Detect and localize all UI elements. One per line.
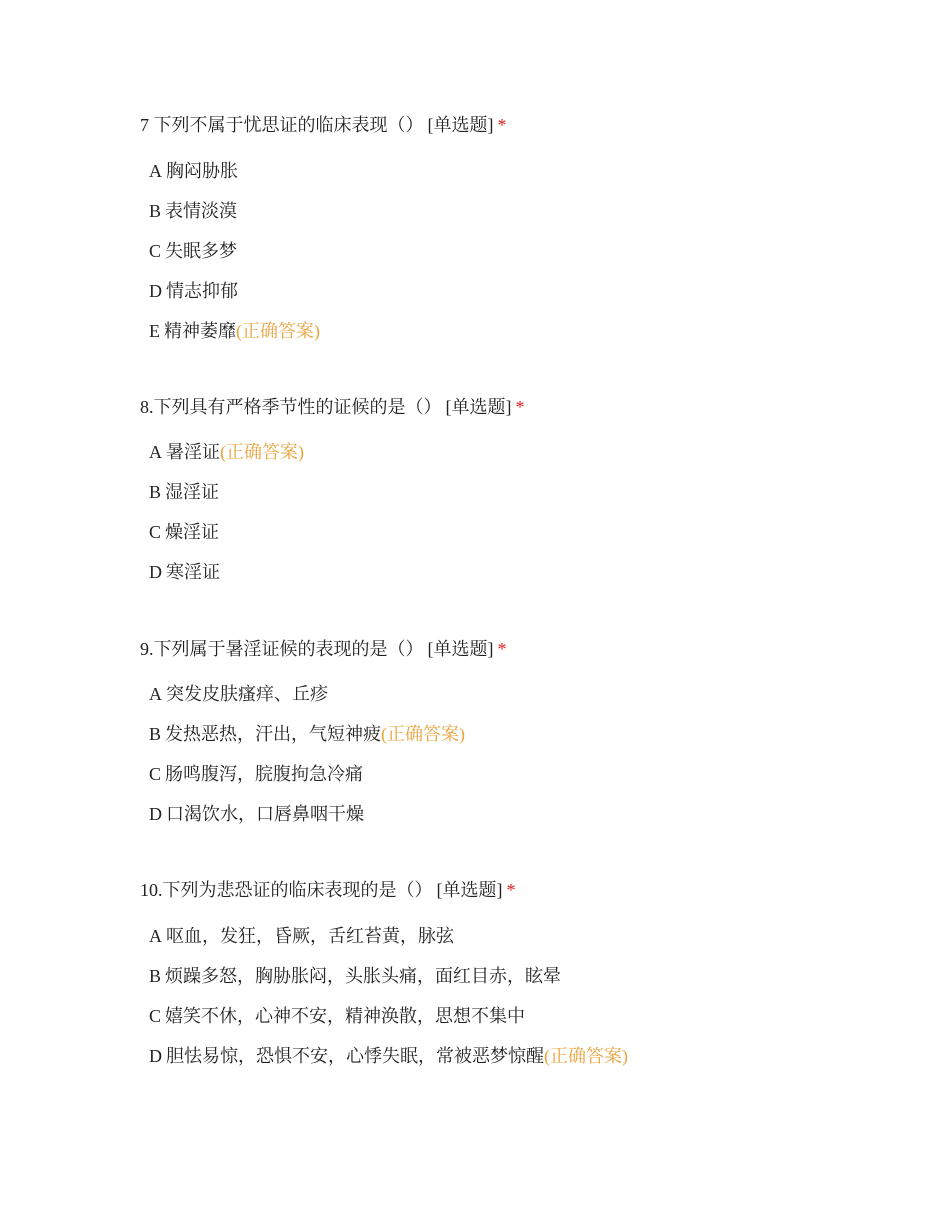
- question-text: 7 下列不属于忧思证的临床表现（）: [140, 115, 424, 135]
- correct-answer-tag: (正确答案): [220, 442, 304, 462]
- option-letter: A: [149, 161, 162, 181]
- option-text: 烦躁多怒，胸胁胀闷，头胀头痛，面红目赤，眩晕: [165, 966, 562, 986]
- option-letter: C: [149, 241, 162, 261]
- option-text: 精神萎靡: [164, 321, 236, 341]
- option-letter: B: [149, 201, 162, 221]
- question-7: [140, 113, 900, 343]
- option-c: [149, 1004, 900, 1028]
- question-title: [140, 113, 900, 137]
- option-letter: D: [149, 804, 162, 824]
- option-c: [149, 762, 900, 786]
- option-c: [149, 239, 900, 263]
- option-text: 寒淫证: [166, 562, 220, 582]
- option-b: [149, 722, 900, 746]
- option-text: 胸闷胁胀: [166, 161, 238, 181]
- option-letter: B: [149, 724, 162, 744]
- option-text: 嬉笑不休，心神不安，精神涣散，思想不集中: [165, 1006, 526, 1026]
- option-text: 情志抑郁: [166, 281, 238, 301]
- required-mark: *: [497, 639, 507, 659]
- option-text: 突发皮肤瘙痒、丘疹: [166, 684, 328, 704]
- option-text: 湿淫证: [165, 482, 220, 502]
- option-text: 胆怯易惊，恐惧不安，心悸失眠，常被恶梦惊醒: [166, 1046, 544, 1066]
- question-type-label: [单选题]: [445, 397, 512, 417]
- option-text: 失眠多梦: [165, 241, 238, 261]
- question-type-label: [单选题]: [427, 115, 494, 135]
- question-title: [140, 395, 900, 419]
- option-d: [149, 560, 900, 584]
- correct-answer-tag: (正确答案): [544, 1046, 628, 1066]
- option-c: [149, 520, 900, 544]
- option-a: [149, 440, 900, 464]
- option-letter: D: [149, 1046, 162, 1066]
- option-b: [149, 480, 900, 504]
- option-b: [149, 964, 900, 988]
- correct-answer-tag: (正确答案): [381, 724, 466, 744]
- option-text: 暑淫证: [166, 442, 220, 462]
- option-letter: C: [149, 764, 162, 784]
- option-text: 肠鸣腹泻，脘腹拘急冷痛: [165, 764, 364, 784]
- option-letter: D: [149, 562, 162, 582]
- option-d: [149, 279, 900, 303]
- question-8: [140, 395, 900, 584]
- option-text: 表情淡漠: [165, 201, 238, 221]
- option-text: 口渴饮水，口唇鼻咽干燥: [166, 804, 364, 824]
- option-e: [149, 319, 900, 343]
- question-title: [140, 878, 900, 902]
- required-mark: *: [506, 880, 516, 900]
- option-a: [149, 682, 900, 706]
- option-letter: D: [149, 281, 162, 301]
- option-letter: B: [149, 966, 162, 986]
- question-text: 10.下列为悲恐证的临床表现的是（）: [140, 880, 433, 900]
- option-letter: B: [149, 482, 162, 502]
- option-letter: A: [149, 926, 162, 946]
- option-text: 燥淫证: [165, 522, 220, 542]
- question-9: [140, 637, 900, 826]
- option-a: [149, 159, 900, 183]
- question-text: 9.下列属于暑淫证候的表现的是（）: [140, 639, 424, 659]
- option-a: [149, 924, 900, 948]
- question-title: [140, 637, 900, 661]
- option-letter: C: [149, 522, 162, 542]
- option-letter: C: [149, 1006, 162, 1026]
- option-d: [149, 802, 900, 826]
- option-d: [149, 1044, 900, 1068]
- question-10: [140, 878, 900, 1068]
- option-letter: E: [149, 321, 160, 341]
- required-mark: *: [515, 397, 525, 417]
- question-type-label: [单选题]: [436, 880, 503, 900]
- option-text: 呕血，发狂，昏厥，舌红苔黄，脉弦: [166, 926, 454, 946]
- option-b: [149, 199, 900, 223]
- option-letter: A: [149, 442, 162, 462]
- option-letter: A: [149, 684, 162, 704]
- question-text: 8.下列具有严格季节性的证候的是（）: [140, 397, 442, 417]
- question-type-label: [单选题]: [427, 639, 494, 659]
- correct-answer-tag: (正确答案): [236, 321, 320, 341]
- required-mark: *: [497, 115, 507, 135]
- option-text: 发热恶热，汗出，气短神疲: [165, 724, 382, 744]
